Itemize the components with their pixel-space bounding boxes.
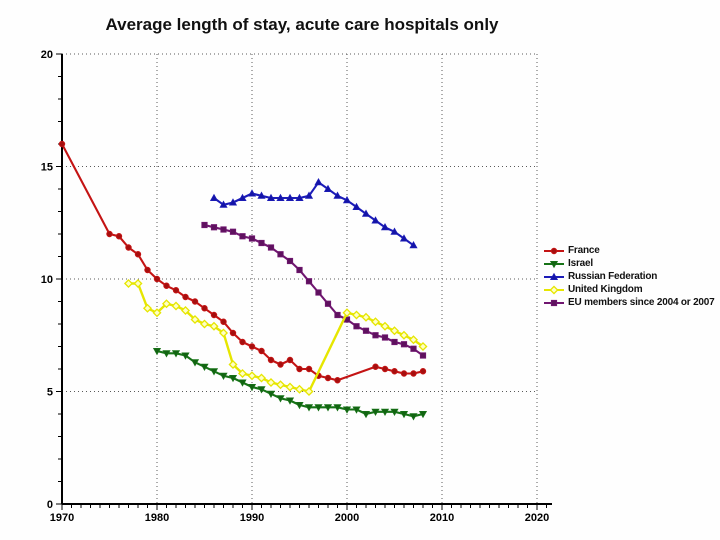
legend-item-israel bbox=[544, 257, 715, 270]
y-tick-label: 15 bbox=[40, 161, 53, 174]
legend-marker-united-kingdom bbox=[544, 285, 564, 295]
legend-item-france bbox=[544, 244, 715, 257]
legend-item-russian-federation bbox=[544, 270, 715, 283]
x-tick-label: 1970 bbox=[49, 512, 75, 524]
legend-item-united-kingdom bbox=[544, 283, 715, 296]
series-eu-members-since-2004-or-2007 bbox=[202, 222, 426, 358]
legend-label: France bbox=[568, 245, 600, 256]
x-tick-label: 2020 bbox=[524, 512, 550, 524]
tick-labels bbox=[41, 49, 549, 524]
legend bbox=[544, 244, 715, 309]
series-france bbox=[59, 141, 425, 383]
x-tick-label: 2000 bbox=[334, 512, 360, 524]
y-tick-label: 0 bbox=[46, 499, 53, 511]
legend-item-eu-members-since-2004-or-2007 bbox=[544, 296, 715, 309]
x-tick-label: 2010 bbox=[429, 512, 455, 524]
legend-label: Israel bbox=[568, 258, 593, 269]
legend-marker-france bbox=[544, 246, 564, 256]
legend-marker-russian-federation bbox=[544, 272, 564, 282]
y-tick-label: 5 bbox=[46, 386, 53, 399]
x-tick-label: 1990 bbox=[239, 512, 265, 524]
chart-title: Average length of stay, acute care hospitals only bbox=[105, 15, 499, 34]
legend-label: United Kingdom bbox=[568, 284, 643, 295]
x-tick-label: 1980 bbox=[144, 512, 170, 524]
gridlines bbox=[62, 54, 537, 504]
legend-label: EU members since 2004 or 2007 bbox=[568, 297, 715, 308]
legend-marker-eu-members-since-2004-or-2007 bbox=[544, 298, 564, 308]
legend-label: Russian Federation bbox=[568, 271, 658, 282]
legend-marker-israel bbox=[544, 259, 564, 269]
y-tick-label: 20 bbox=[40, 49, 53, 61]
y-tick-label: 10 bbox=[40, 274, 53, 286]
